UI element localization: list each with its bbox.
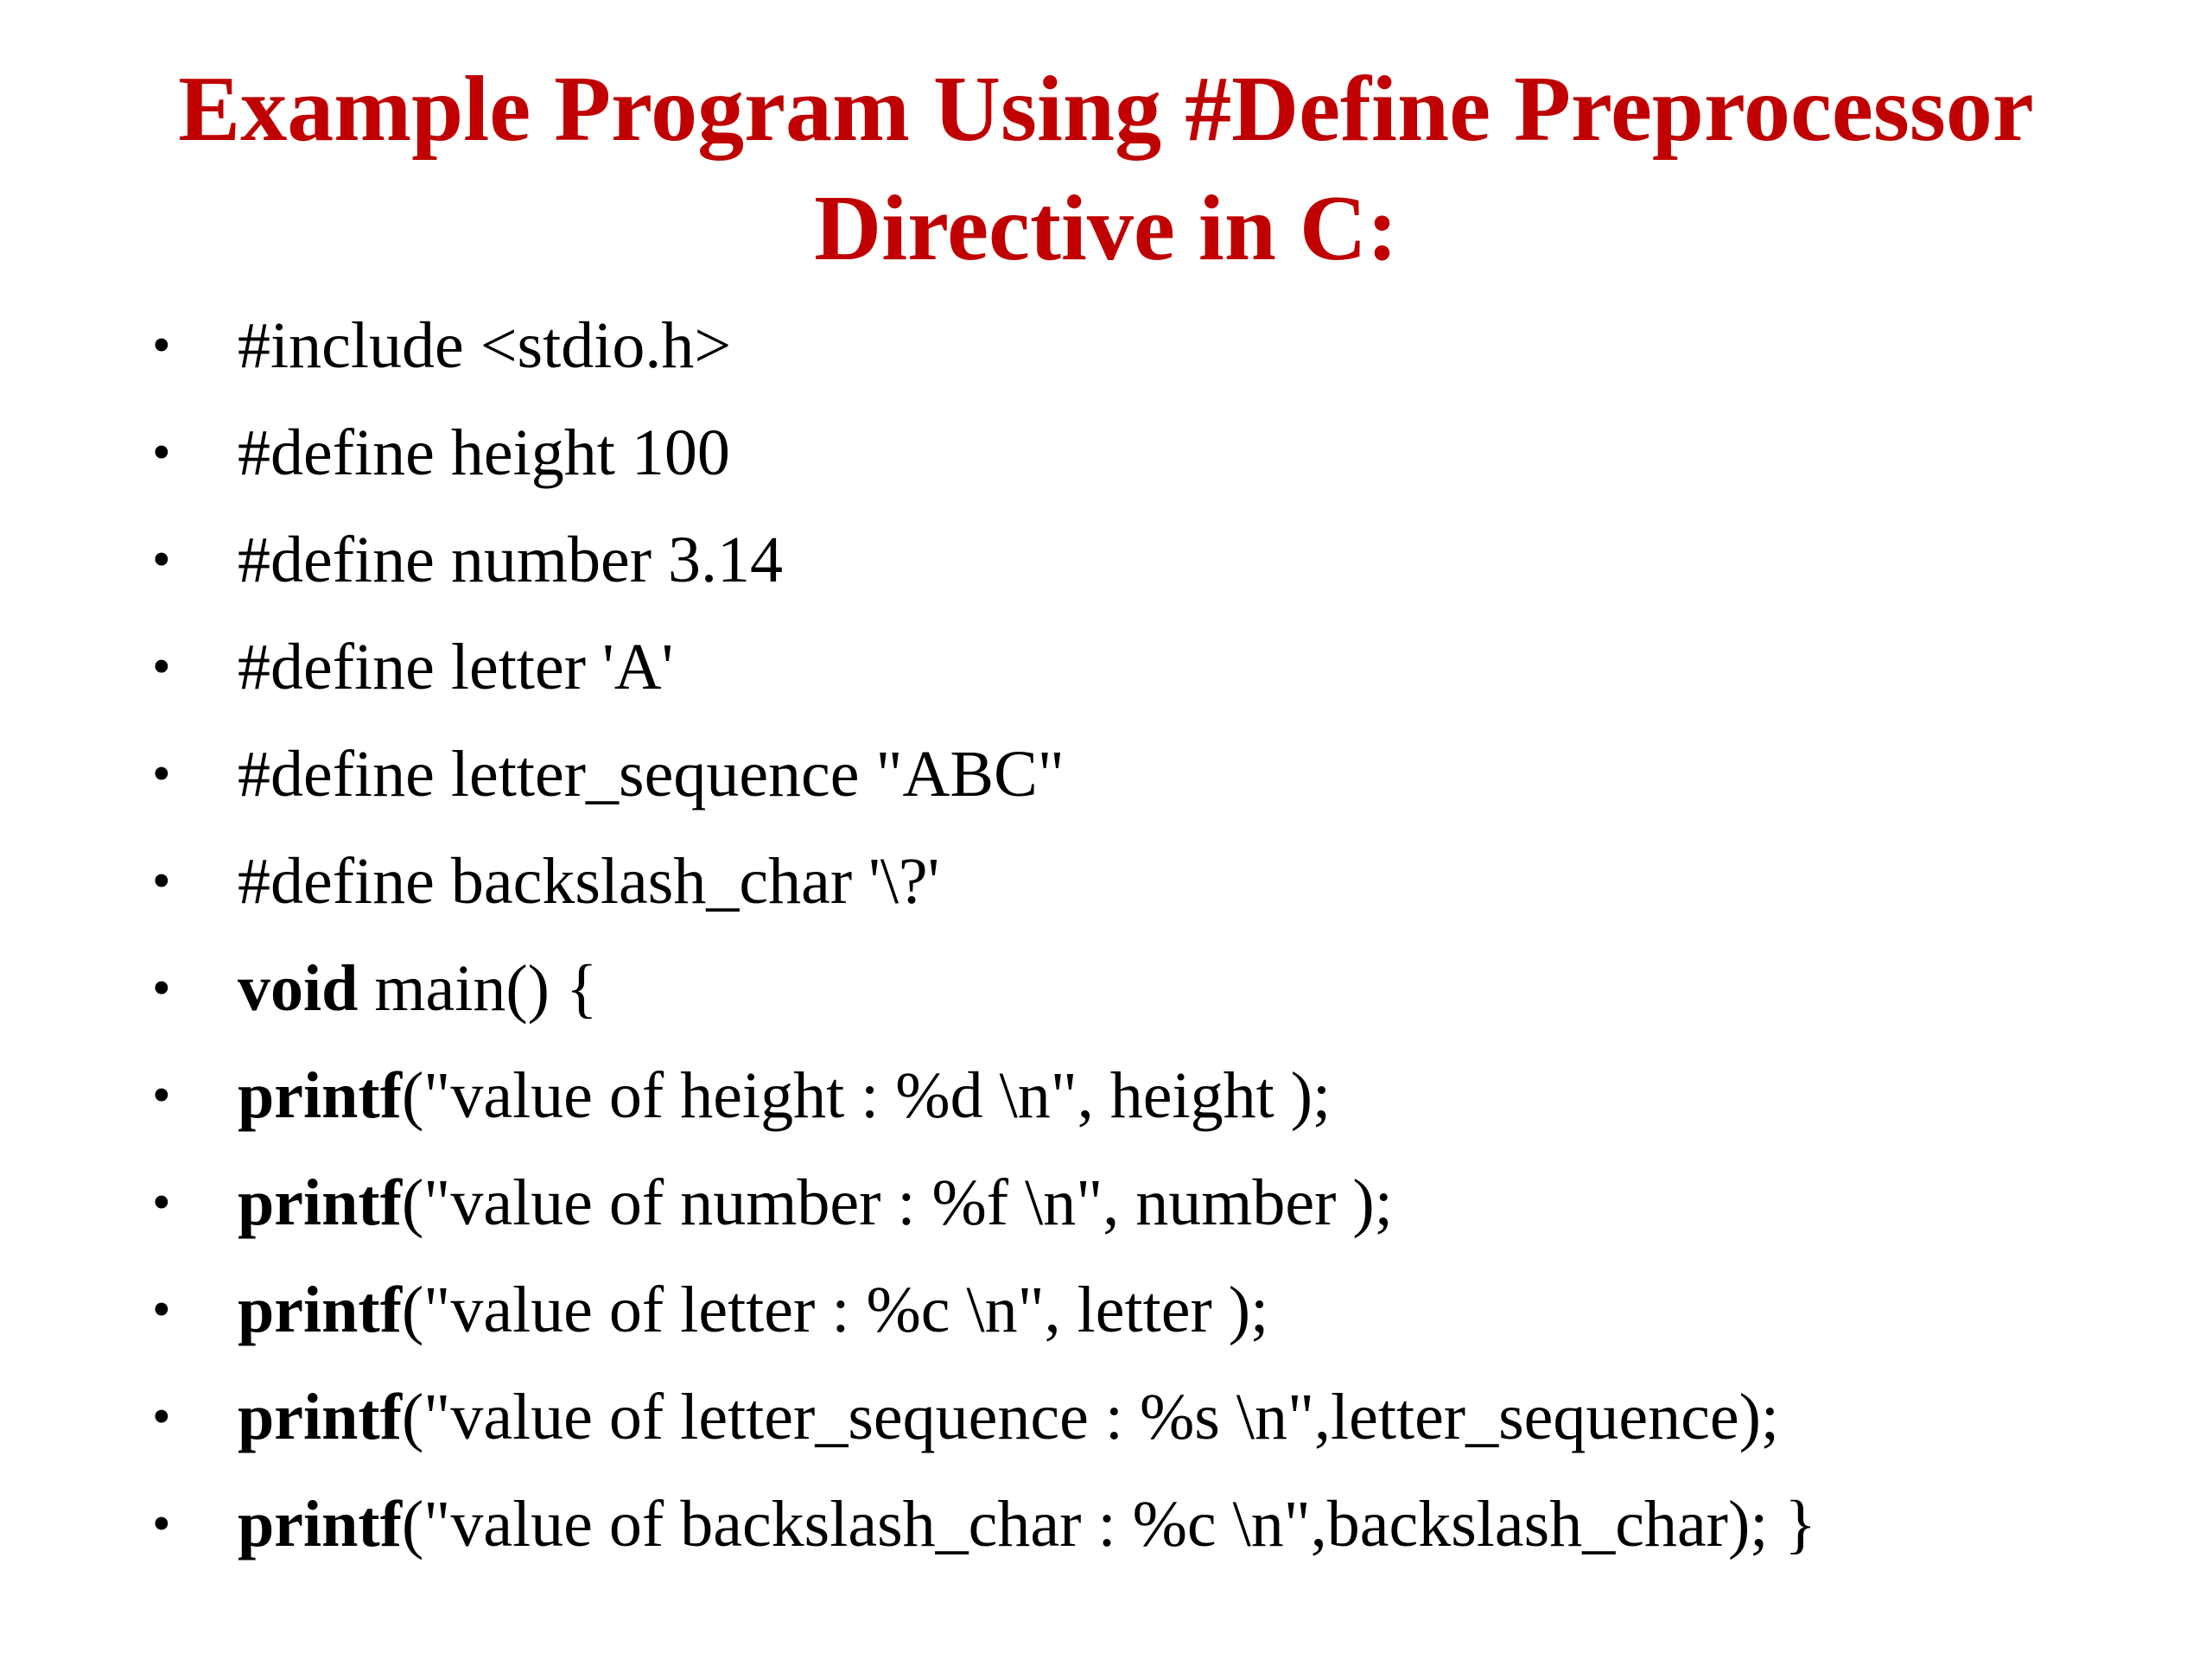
bullet-code: ("value of height : %d \n", height ); [402,1059,1332,1132]
bullet-keyword: printf [238,1381,402,1453]
bullet-dot-icon: • [152,852,171,911]
bullet-dot-icon: • [152,1173,171,1232]
bullet-code: #include <stdio.h> [238,309,732,382]
bullet-text [238,399,730,506]
bullet-text [238,721,1065,828]
bullet-text [238,506,783,613]
bullet-text [238,1471,1816,1578]
bullet-dot-icon: • [152,745,171,804]
bullet-dot-icon: • [152,1066,171,1125]
code-bullet-list [0,292,2212,1578]
bullet-text [238,292,731,399]
bullet-code: ("value of letter_sequence : %s \n",letter_sequence); [402,1381,1780,1453]
bullet-item [0,399,2212,506]
bullet-item [0,1256,2212,1363]
bullet-dot-icon: • [152,959,171,1018]
slide-title-line-2: Directive in C: [814,177,1398,280]
slide-title-line-1: Example Program Using #Define Preprocessor [178,58,2034,161]
bullet-dot-icon: • [152,1281,171,1339]
bullet-dot-icon: • [152,1388,171,1446]
bullet-keyword: printf [238,1166,402,1239]
bullet-code: #define letter_sequence "ABC" [238,738,1065,810]
bullet-dot-icon: • [152,531,171,589]
bullet-code: #define letter 'A' [238,631,674,703]
bullet-text [238,828,939,935]
bullet-text [238,1363,1779,1471]
bullet-item [0,935,2212,1042]
bullet-item [0,613,2212,721]
bullet-keyword: printf [238,1274,402,1346]
bullet-code: #define backslash_char '\?' [238,845,940,918]
bullet-text [238,1256,1268,1363]
bullet-item [0,1042,2212,1149]
bullet-keyword: void [238,952,359,1025]
bullet-item [0,1149,2212,1256]
bullet-dot-icon: • [152,638,171,696]
bullet-keyword: printf [238,1059,402,1132]
bullet-code: ("value of letter : %c \n", letter ); [402,1274,1269,1346]
bullet-item [0,721,2212,828]
bullet-dot-icon: • [152,1495,171,1554]
bullet-code: #define number 3.14 [238,524,784,596]
bullet-code: #define height 100 [238,416,730,489]
bullet-item [0,1471,2212,1578]
bullet-code: ("value of backslash_char : %c \n",backslash_char); } [402,1488,1816,1560]
bullet-dot-icon: • [152,316,171,375]
bullet-dot-icon: • [152,423,171,482]
bullet-code: ("value of number : %f \n", number ); [402,1166,1393,1239]
bullet-keyword: printf [238,1488,402,1560]
bullet-item [0,506,2212,613]
bullet-code: main() { [358,952,598,1025]
bullet-item [0,828,2212,935]
bullet-item [0,1363,2212,1471]
bullet-text [238,1149,1393,1256]
slide-title [0,50,2212,289]
bullet-text [238,613,673,721]
bullet-text [238,1042,1331,1149]
bullet-item [0,292,2212,399]
bullet-text [238,935,597,1042]
